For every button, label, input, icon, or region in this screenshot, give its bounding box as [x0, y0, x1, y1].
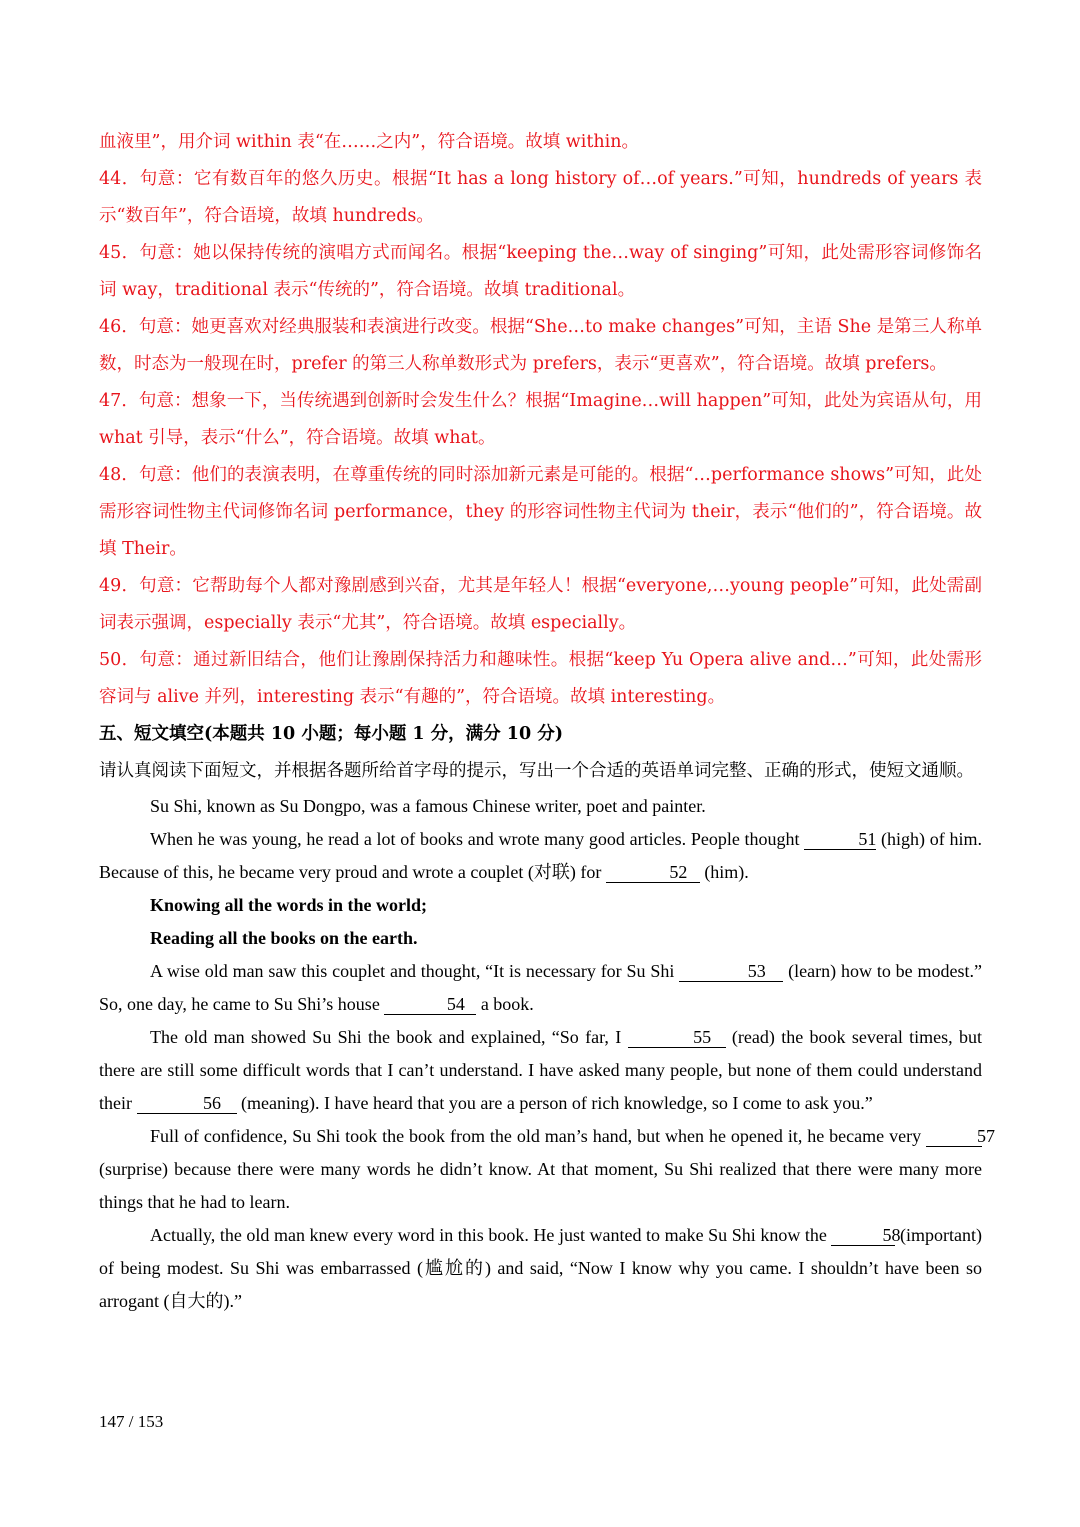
passage-text: (important) of being modest. Su Shi was embarrassed (尴尬的) and said, “Now I know why you came. I shouldn’t have been so arrogant (自大的).”: [99, 1225, 983, 1311]
passage-text: (meaning). I have heard that you are a person of rich knowledge, so I come to ask you.”: [241, 1093, 873, 1113]
answer-43-cont: 血液里”，用介词 within 表“在……之内”，符合语境。故填 within。: [99, 132, 640, 152]
passage-text: Reading all the books on the earth.: [150, 928, 418, 948]
section-title: 五、短文填空(本题共 10 小题；每小题 1 分，满分 10 分): [99, 724, 563, 744]
blank-58[interactable]: 58: [831, 1225, 895, 1246]
answer-44: 44．句意：它有数百年的悠久历史。根据“It has a long history of…of years.”可知，hundreds of years 表示“数百年”，符合语境，故填 hundreds。: [99, 169, 982, 226]
passage-text: (learn) how to be modest.” So, one day, he came to Su Shi’s house: [99, 961, 983, 1014]
answer-45: 45．句意：她以保持传统的演唱方式而闻名。根据“keeping the…way of singing”可知，此处需形容词修饰名词 way，traditional 表示“传统的”，符合语境。故填 traditional。: [99, 243, 982, 300]
passage-paragraph-1: [99, 790, 982, 823]
page-number: 147 / 153: [99, 1412, 164, 1431]
passage-text: (high) of him. Because of this, he became very proud and wrote a couplet (对联) for: [99, 829, 982, 882]
blank-52[interactable]: 52: [606, 862, 700, 883]
couplet-line-1: [99, 889, 982, 922]
passage-text: When he was young, he read a lot of books and wrote many good articles. People thought: [150, 829, 800, 849]
couplet-line-2: [99, 922, 982, 955]
answer-48: 48．句意：他们的表演表明，在尊重传统的同时添加新元素是可能的。根据“…performance shows”可知，此处需形容词性物主代词修饰名词 performance，they 的形容词性物主代词为 their，表示“他们的”，符合语境。故填 Their。: [99, 465, 982, 559]
answer-47: 47．句意：想象一下，当传统遇到创新时会发生什么？根据“Imagine…will happen”可知，此处为宾语从句，用 what 引导，表示“什么”，符合语境。故填 what。: [99, 391, 982, 448]
passage-text: The old man showed Su Shi the book and explained, “So far, I: [150, 1027, 622, 1047]
blank-54[interactable]: 54: [384, 994, 476, 1015]
passage-paragraph-4: [99, 1021, 982, 1120]
passage-paragraph-2: [99, 823, 982, 889]
document-page: [99, 124, 996, 1318]
passage-text: (him).: [704, 862, 749, 882]
blank-51[interactable]: 51: [804, 829, 876, 850]
answer-49: 49．句意：它帮助每个人都对豫剧感到兴奋，尤其是年轻人！根据“everyone,…young people”可知，此处需副词表示强调，especially 表示“尤其”，符合语境。故填 especially。: [99, 576, 982, 633]
passage: [99, 790, 996, 1318]
passage-paragraph-5: [99, 1120, 996, 1219]
passage-text: Full of confidence, Su Shi took the book from the old man’s hand, but when he opened it, he became very: [150, 1126, 922, 1146]
answer-50: 50．句意：通过新旧结合，他们让豫剧保持活力和趣味性。根据“keep Yu Opera alive and…”可知，此处需形容词与 alive 并列，interesting 表示“有趣的”，符合语境。故填 interesting。: [99, 650, 982, 707]
passage-text: Su Shi, known as Su Dongpo, was a famous Chinese writer, poet and painter.: [150, 796, 706, 816]
blank-56[interactable]: 56: [137, 1093, 237, 1114]
passage-text: Actually, the old man knew every word in this book. He just wanted to make Su Shi know the: [150, 1225, 827, 1245]
answer-explanations: [99, 124, 982, 716]
passage-text: a book.: [480, 994, 534, 1014]
passage-text: (surprise) because there were many words he didn’t know. At that moment, Su Shi realized that there were many more things that he had to learn.: [99, 1159, 982, 1212]
passage-text: (read) the book several times, but there are still some difficult words that I can’t understand. I have asked many people, but none of them could understand their: [99, 1027, 983, 1113]
blank-55[interactable]: 55: [628, 1027, 726, 1048]
answer-46: 46．句意：她更喜欢对经典服装和表演进行改变。根据“She…to make changes”可知，主语 She 是第三人称单数，时态为一般现在时，prefer 的第三人称单数形式为 prefers，表示“更喜欢”，符合语境。故填 prefers。: [99, 317, 982, 374]
passage-text: A wise old man saw this couplet and thought, “It is necessary for Su Shi: [150, 961, 675, 981]
passage-paragraph-6: [99, 1219, 982, 1318]
section-instruction: 请认真阅读下面短文，并根据各题所给首字母的提示，写出一个合适的英语单词完整、正确的形式，使短文通顺。: [99, 761, 974, 781]
blank-57[interactable]: 57: [926, 1126, 982, 1147]
blank-53[interactable]: 53: [679, 961, 783, 982]
passage-paragraph-3: [99, 955, 982, 1021]
passage-text: Knowing all the words in the world;: [150, 895, 428, 915]
